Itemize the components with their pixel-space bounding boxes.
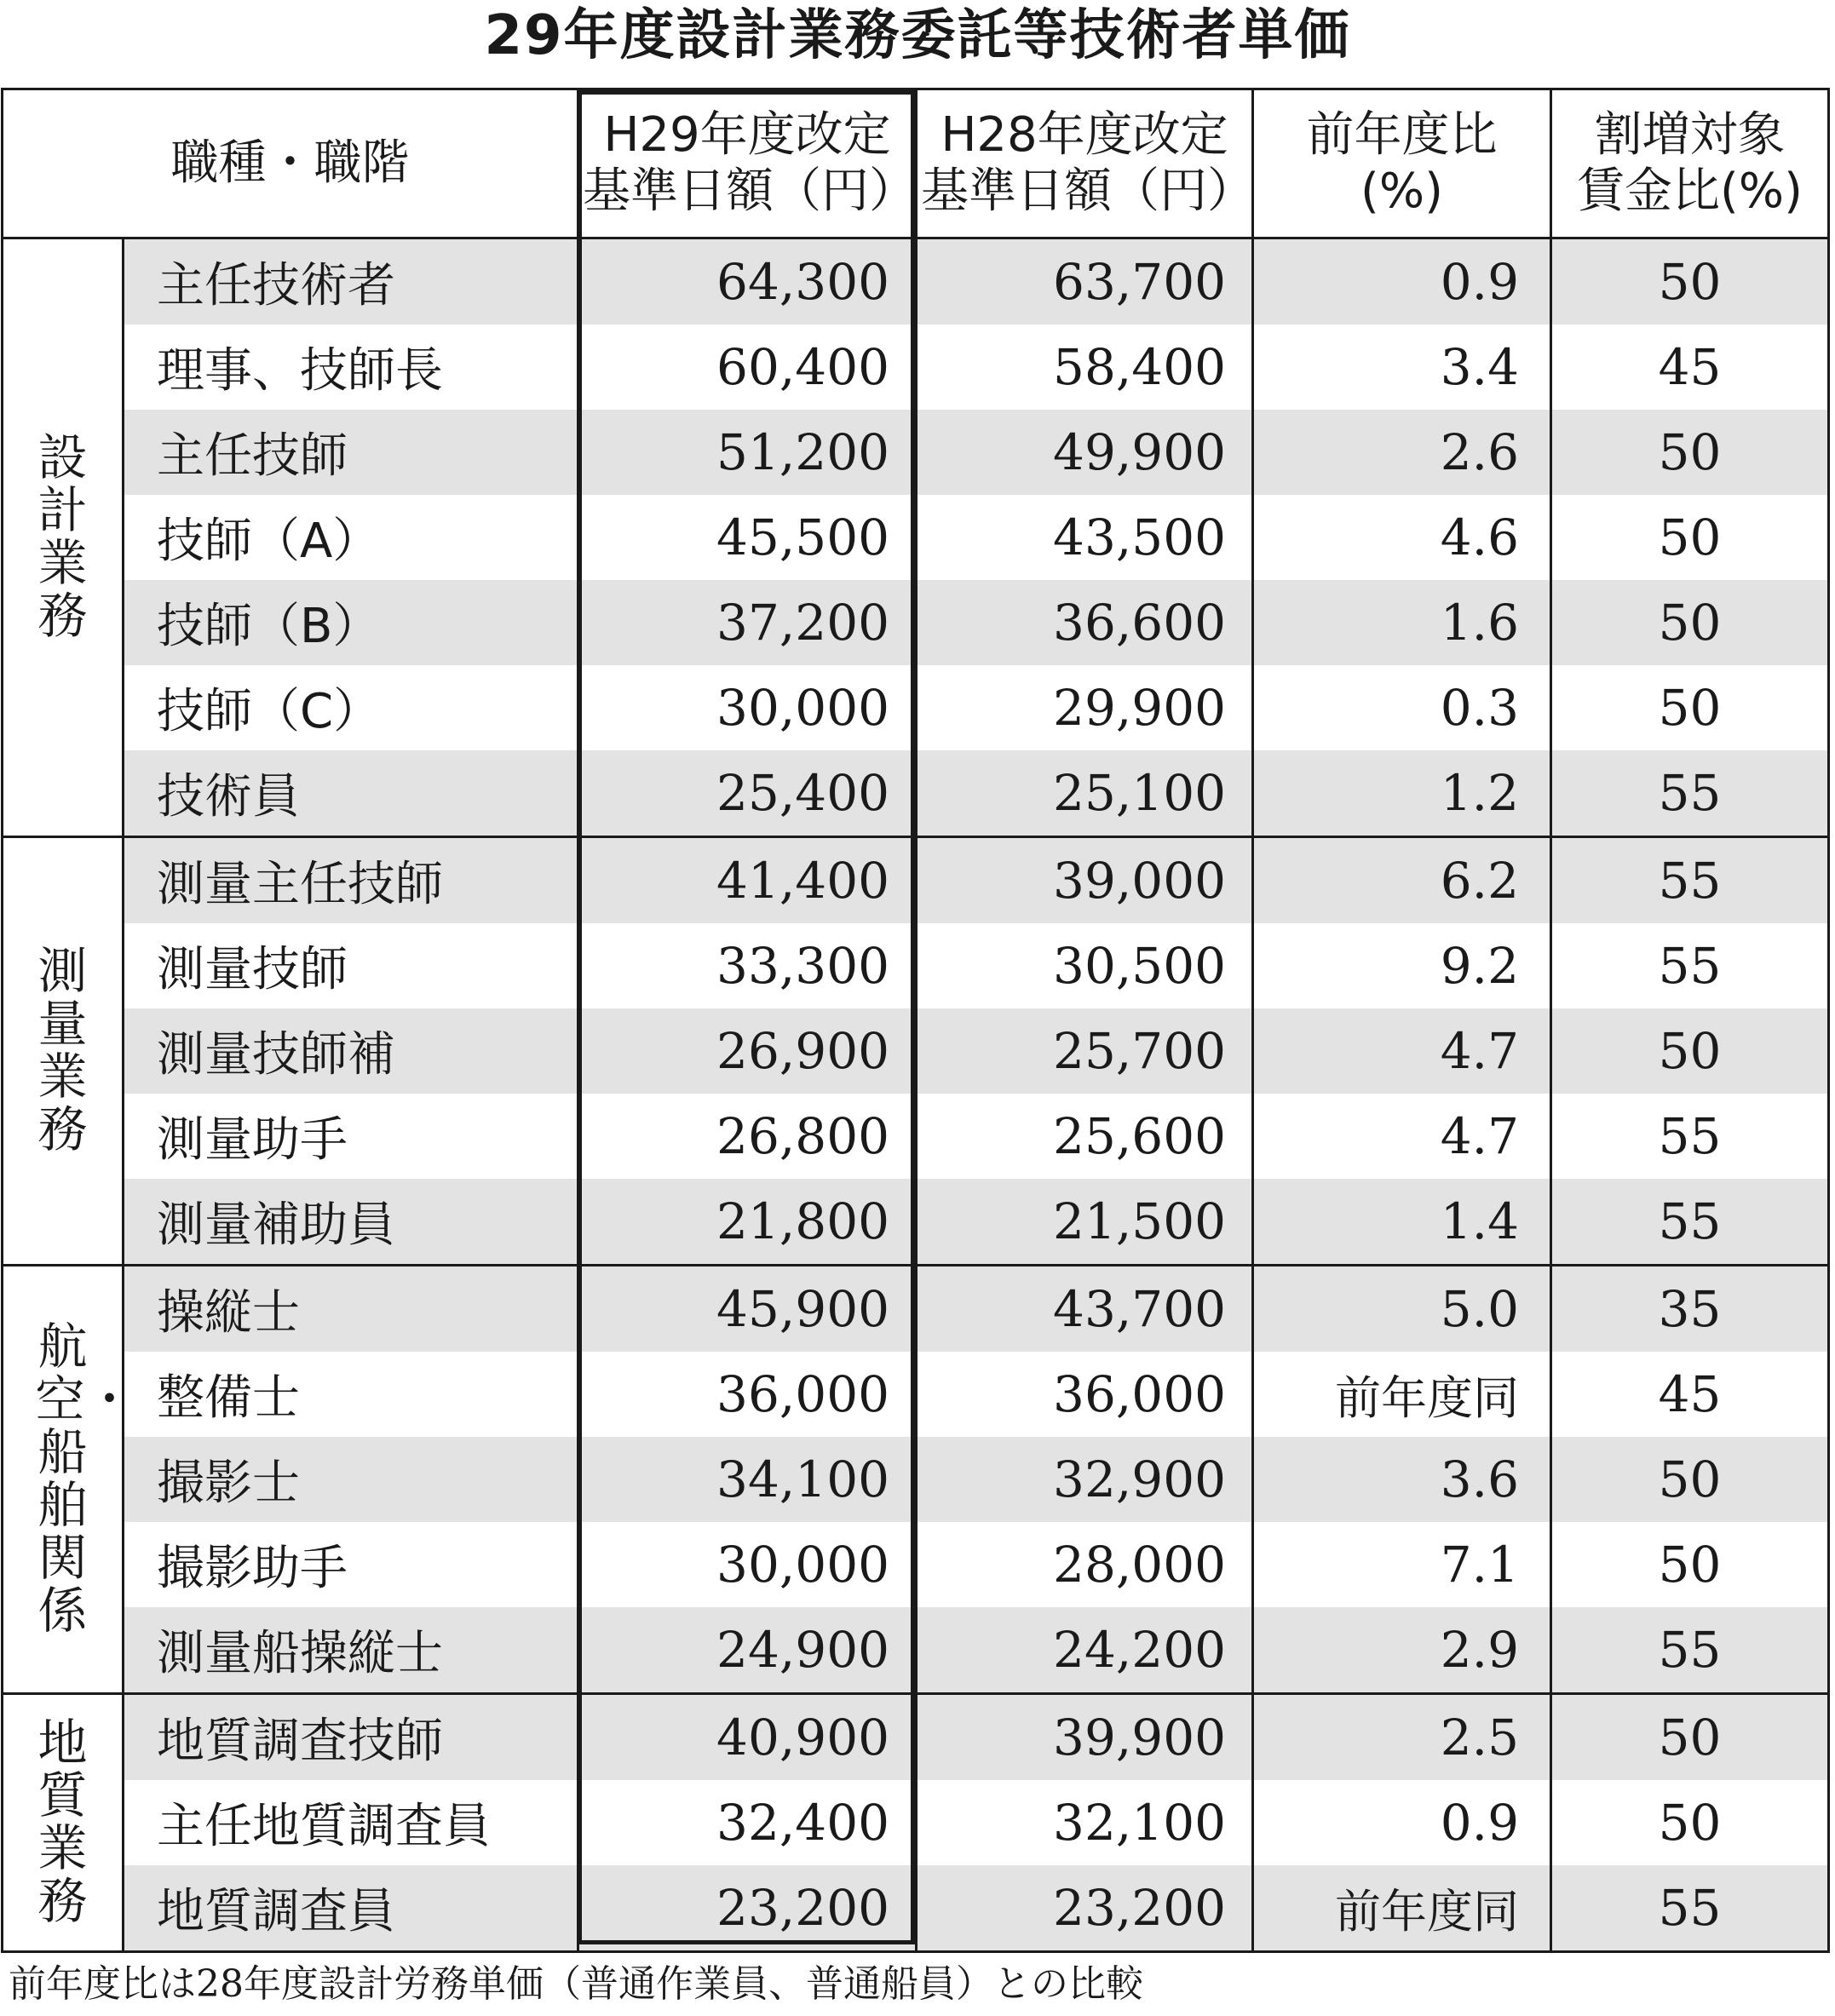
- category-cell: [3, 238, 124, 837]
- wage-ratio-cell: 55: [1551, 837, 1829, 924]
- job-cell: 主任地質調査員: [124, 1780, 578, 1865]
- ratio-cell: 0.3: [1253, 665, 1551, 750]
- h28-value-cell: 39,900: [917, 1694, 1253, 1781]
- table-row: [3, 325, 1829, 410]
- table-row: [3, 410, 1829, 495]
- h28-value-cell: 29,900: [917, 665, 1253, 750]
- h29-value-cell: 41,400: [578, 837, 917, 924]
- table-row: [3, 1694, 1829, 1781]
- wage-ratio-cell: 50: [1551, 238, 1829, 325]
- h28-value-cell: 30,500: [917, 923, 1253, 1008]
- wage-ratio-cell: 50: [1551, 495, 1829, 580]
- header-h28: H28年度改定 基準日額（円）: [917, 89, 1253, 238]
- ratio-cell: 0.9: [1253, 238, 1551, 325]
- job-cell: 技師（C）: [124, 665, 578, 750]
- h29-value-cell: 60,400: [578, 325, 917, 410]
- table-row: [3, 1437, 1829, 1522]
- table-row: [3, 837, 1829, 924]
- category-cell: [3, 1266, 135, 1694]
- h28-value-cell: 36,000: [917, 1352, 1253, 1437]
- ratio-cell: 1.2: [1253, 750, 1551, 837]
- h29-value-cell: 30,000: [578, 665, 917, 750]
- h29-value-cell: 37,200: [578, 580, 917, 665]
- table-row: [3, 1865, 1829, 1952]
- h29-value-cell: 40,900: [578, 1694, 917, 1781]
- h29-value-cell: 32,400: [578, 1780, 917, 1865]
- wage-ratio-cell: 55: [1551, 1179, 1829, 1266]
- ratio-cell: 2.6: [1253, 410, 1551, 495]
- ratio-cell: 3.6: [1253, 1437, 1551, 1522]
- category-label: 航空・船舶関係: [35, 1317, 135, 1640]
- wage-ratio-cell: 50: [1551, 1694, 1829, 1781]
- h28-value-cell: 28,000: [917, 1522, 1253, 1607]
- table-row: [3, 580, 1829, 665]
- h28-value-cell: 39,000: [917, 837, 1253, 924]
- job-cell: 技術員: [124, 750, 578, 837]
- footnote: 前年度比は28年度設計労務単価（普通作業員、普通船員）との比較: [9, 1962, 1143, 2006]
- h28-value-cell: 43,500: [917, 495, 1253, 580]
- job-cell: 主任技師: [124, 410, 578, 495]
- wage-ratio-cell: 50: [1551, 1522, 1829, 1607]
- wage-ratio-cell: 55: [1551, 1865, 1829, 1952]
- wage-ratio-cell: 55: [1551, 1094, 1829, 1179]
- h29-value-cell: 23,200: [578, 1865, 917, 1952]
- wage-ratio-cell: 50: [1551, 410, 1829, 495]
- job-cell: 測量船操縦士: [124, 1607, 578, 1694]
- h29-value-cell: 45,900: [578, 1266, 917, 1353]
- job-cell: 操縦士: [124, 1266, 578, 1353]
- ratio-cell: 6.2: [1253, 837, 1551, 924]
- job-cell: 撮影士: [124, 1437, 578, 1522]
- ratio-cell: 4.7: [1253, 1094, 1551, 1179]
- wage-ratio-cell: 45: [1551, 325, 1829, 410]
- ratio-cell: 前年度同: [1253, 1865, 1551, 1952]
- ratio-cell: 1.4: [1253, 1179, 1551, 1266]
- wage-ratio-cell: 50: [1551, 1780, 1829, 1865]
- h29-value-cell: 21,800: [578, 1179, 917, 1266]
- h29-value-cell: 64,300: [578, 238, 917, 325]
- category-label: 測量業務: [37, 941, 88, 1158]
- h29-value-cell: 34,100: [578, 1437, 917, 1522]
- h29-value-cell: 25,400: [578, 750, 917, 837]
- wage-ratio-cell: 50: [1551, 580, 1829, 665]
- h28-value-cell: 32,100: [917, 1780, 1253, 1865]
- job-cell: 測量助手: [124, 1094, 578, 1179]
- ratio-cell: 4.6: [1253, 495, 1551, 580]
- job-cell: 理事、技師長: [124, 325, 578, 410]
- table-row: [3, 1179, 1829, 1266]
- job-cell: 測量補助員: [124, 1179, 578, 1266]
- h28-value-cell: 43,700: [917, 1266, 1253, 1353]
- job-cell: 主任技術者: [124, 238, 578, 325]
- table-row: [3, 495, 1829, 580]
- category-cell: [3, 837, 124, 1266]
- rates-table: [1, 88, 1830, 1953]
- h28-value-cell: 25,100: [917, 750, 1253, 837]
- table-header: [3, 89, 1829, 238]
- h29-value-cell: 24,900: [578, 1607, 917, 1694]
- h28-value-cell: 25,600: [917, 1094, 1253, 1179]
- header-job: 職種・職階: [3, 89, 578, 238]
- wage-ratio-cell: 50: [1551, 665, 1829, 750]
- h28-value-cell: 23,200: [917, 1865, 1253, 1952]
- h28-value-cell: 32,900: [917, 1437, 1253, 1522]
- h28-value-cell: 25,700: [917, 1008, 1253, 1094]
- category-cell: [3, 1694, 124, 1952]
- page-title: 29年度設計業務委託等技術者単価: [484, 4, 1351, 67]
- category-label: 設計業務: [37, 428, 88, 645]
- header-h29: H29年度改定 基準日額（円）: [578, 89, 917, 238]
- wage-ratio-cell: 55: [1551, 750, 1829, 837]
- h28-value-cell: 58,400: [917, 325, 1253, 410]
- ratio-cell: 4.7: [1253, 1008, 1551, 1094]
- job-cell: 地質調査員: [124, 1865, 578, 1952]
- header-wage: 割増対象 賃金比(%): [1551, 89, 1829, 238]
- header-ratio: 前年度比 (%): [1253, 89, 1551, 238]
- ratio-cell: 2.5: [1253, 1694, 1551, 1781]
- ratio-cell: 9.2: [1253, 923, 1551, 1008]
- job-cell: 地質調査技師: [124, 1694, 578, 1781]
- table-row: [3, 1522, 1829, 1607]
- table-body: [3, 238, 1829, 1952]
- ratio-cell: 前年度同: [1253, 1352, 1551, 1437]
- wage-ratio-cell: 35: [1551, 1266, 1829, 1353]
- table-row: [3, 1008, 1829, 1094]
- wage-ratio-cell: 50: [1551, 1008, 1829, 1094]
- h28-value-cell: 49,900: [917, 410, 1253, 495]
- h29-value-cell: 26,800: [578, 1094, 917, 1179]
- h29-value-cell: 33,300: [578, 923, 917, 1008]
- h29-value-cell: 26,900: [578, 1008, 917, 1094]
- job-cell: 測量主任技師: [124, 837, 578, 924]
- wage-ratio-cell: 55: [1551, 1607, 1829, 1694]
- ratio-cell: 3.4: [1253, 325, 1551, 410]
- ratio-cell: 7.1: [1253, 1522, 1551, 1607]
- h28-value-cell: 24,200: [917, 1607, 1253, 1694]
- table-row: [3, 665, 1829, 750]
- table-row: [3, 1780, 1829, 1865]
- ratio-cell: 0.9: [1253, 1780, 1551, 1865]
- wage-ratio-cell: 45: [1551, 1352, 1829, 1437]
- ratio-cell: 5.0: [1253, 1266, 1551, 1353]
- h29-value-cell: 51,200: [578, 410, 917, 495]
- wage-ratio-cell: 55: [1551, 923, 1829, 1008]
- h29-value-cell: 36,000: [578, 1352, 917, 1437]
- job-cell: 技師（B）: [124, 580, 578, 665]
- category-label: 地質業務: [37, 1713, 88, 1930]
- job-cell: 測量技師: [124, 923, 578, 1008]
- job-cell: 測量技師補: [124, 1008, 578, 1094]
- wage-ratio-cell: 50: [1551, 1437, 1829, 1522]
- h28-value-cell: 36,600: [917, 580, 1253, 665]
- h28-value-cell: 21,500: [917, 1179, 1253, 1266]
- table-row: [3, 1094, 1829, 1179]
- table-row: [3, 238, 1829, 325]
- ratio-cell: 1.6: [1253, 580, 1551, 665]
- table-row: [3, 1266, 1829, 1353]
- table-row: [3, 1352, 1829, 1437]
- h29-value-cell: 45,500: [578, 495, 917, 580]
- job-cell: 整備士: [124, 1352, 578, 1437]
- h28-value-cell: 63,700: [917, 238, 1253, 325]
- h29-value-cell: 30,000: [578, 1522, 917, 1607]
- table-row: [3, 1607, 1829, 1694]
- job-cell: 撮影助手: [124, 1522, 578, 1607]
- table-row: [3, 923, 1829, 1008]
- job-cell: 技師（A）: [124, 495, 578, 580]
- ratio-cell: 2.9: [1253, 1607, 1551, 1694]
- table-row: [3, 750, 1829, 837]
